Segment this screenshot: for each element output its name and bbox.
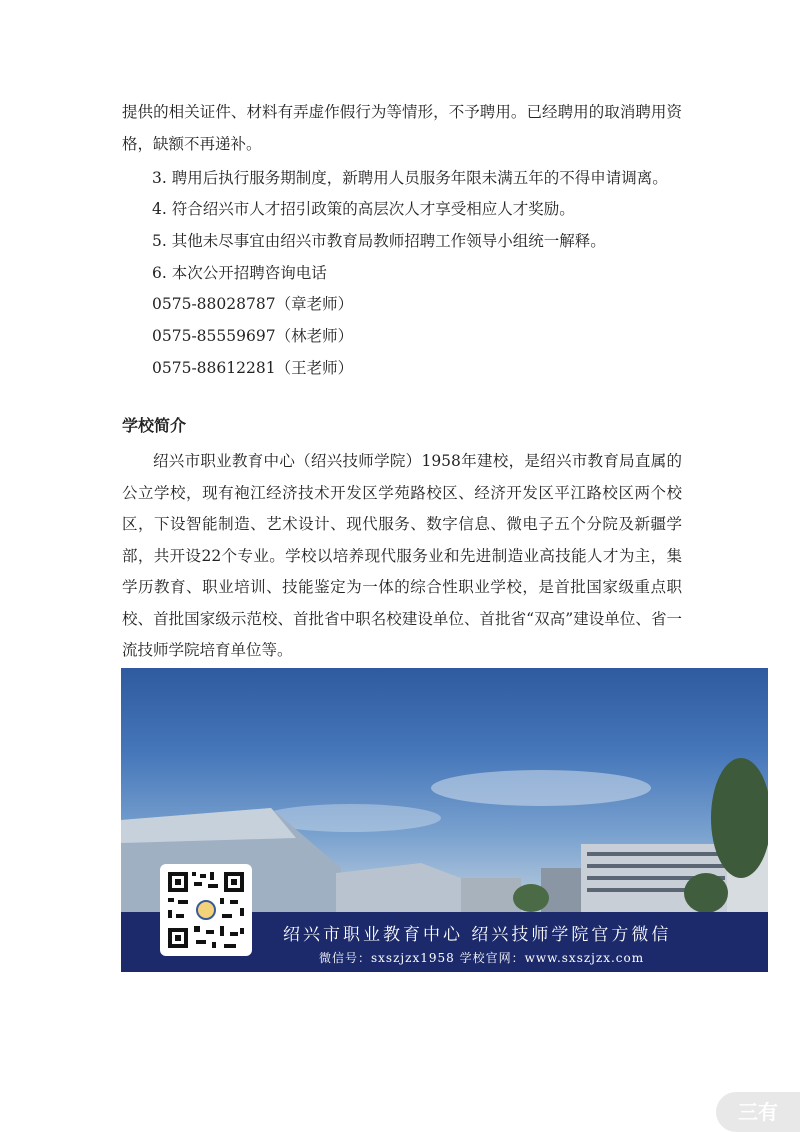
campus-banner-image: [121, 668, 768, 972]
banner-wechat-info: 微信号：sxszjzx1958 学校官网：www.sxszjzx.com: [319, 951, 645, 965]
phone-line: 0575-88612281（王老师）: [152, 359, 354, 377]
qr-code: [160, 864, 252, 956]
list-item: 4. 符合绍兴市人才招引政策的高层次人才享受相应人才奖励。: [152, 200, 575, 218]
section-heading: 学校简介: [122, 416, 187, 435]
intro-paragraph: 绍兴市职业教育中心（绍兴技师学院）1958年建校，是绍兴市教育局直属的公立学校，现有袍江经济技术开发区学苑路校区、经济开发区平江路校区两个校区，下设智能制造、艺术设计、现代服务、数字信息、微电子五个分院及新疆学部，共开设22个专业。学校以培养现代服务业和先进制造业高技能人才为主，集学历教育、职业培训、技能鉴定为一体的综合性职业学校，是首批国家级重点职校、首批国家级示范校、首批省中职名校建设单位、首批省“双高”建设单位、省一流技师学院培育单位等。: [122, 452, 682, 659]
list-item: 6. 本次公开招聘咨询电话: [152, 264, 327, 282]
phone-line: 0575-88028787（章老师）: [152, 295, 354, 313]
list-item: 5. 其他未尽事宜由绍兴市教育局教师招聘工作领导小组统一解释。: [152, 232, 606, 250]
banner-title: 绍兴市职业教育中心 绍兴技师学院官方微信: [283, 925, 672, 945]
phone-line: 0575-85559697（林老师）: [152, 327, 354, 345]
corner-watermark-badge: 三有: [716, 1092, 800, 1132]
list-item: 3. 聘用后执行服务期制度，新聘用人员服务年限未满五年的不得申请调离。: [152, 169, 668, 187]
top-paragraph: 提供的相关证件、材料有弄虚作假行为等情形，不予聘用。已经聘用的取消聘用资格，缺额不再递补。: [122, 103, 682, 153]
